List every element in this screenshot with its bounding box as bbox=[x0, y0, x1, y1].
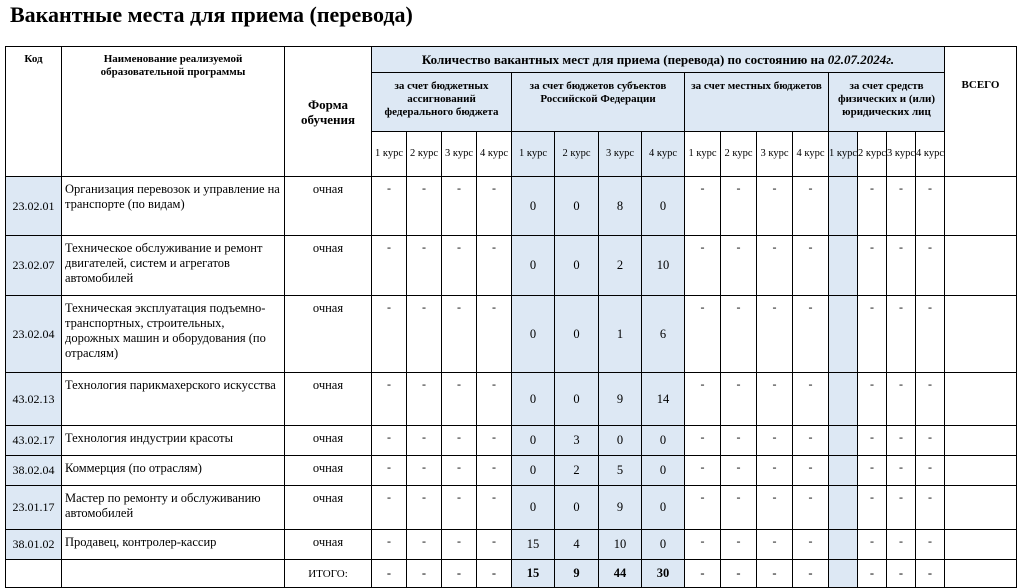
study-form: очная bbox=[285, 486, 372, 530]
vacancy-fed-course-1: - bbox=[372, 296, 407, 373]
vacancy-loc-course-4: - bbox=[793, 236, 829, 296]
total-loc-course-3: - bbox=[757, 560, 793, 588]
vacancy-pay-course-4: - bbox=[916, 373, 945, 426]
vacancy-pay-course-2: - bbox=[858, 373, 887, 426]
vacancy-pay-course-1 bbox=[829, 530, 858, 560]
vacancy-reg-course-2: 2 bbox=[555, 456, 599, 486]
program-code: 43.02.17 bbox=[6, 426, 62, 456]
program-code: 43.02.13 bbox=[6, 373, 62, 426]
vacancy-loc-course-1: - bbox=[685, 373, 721, 426]
row-total bbox=[945, 373, 1017, 426]
vacancy-reg-course-1: 0 bbox=[512, 426, 555, 456]
header-group-paid: за счет средств физических и (или) юридических лиц bbox=[829, 73, 945, 132]
vacancy-fed-course-4: - bbox=[477, 456, 512, 486]
vacancy-loc-course-2: - bbox=[721, 426, 757, 456]
vacancy-reg-course-2: 0 bbox=[555, 486, 599, 530]
vacancy-loc-course-3: - bbox=[757, 296, 793, 373]
study-form: очная bbox=[285, 456, 372, 486]
total-fed-course-2: - bbox=[407, 560, 442, 588]
vacancy-loc-course-3: - bbox=[757, 486, 793, 530]
vacancy-fed-course-2: - bbox=[407, 486, 442, 530]
vacancy-loc-course-1: - bbox=[685, 177, 721, 236]
total-loc-course-4: - bbox=[793, 560, 829, 588]
vacancy-pay-course-4: - bbox=[916, 236, 945, 296]
program-name: Организация перевозок и управление на транспорте (по видам) bbox=[62, 177, 285, 236]
vacancy-reg-course-3: 9 bbox=[599, 486, 642, 530]
vacancy-loc-course-2: - bbox=[721, 486, 757, 530]
total-fed-course-1: - bbox=[372, 560, 407, 588]
vacancy-pay-course-4: - bbox=[916, 426, 945, 456]
total-fed-course-4: - bbox=[477, 560, 512, 588]
vacancy-pay-course-3: - bbox=[887, 177, 916, 236]
table-row bbox=[6, 236, 1017, 296]
vacancy-loc-course-1: - bbox=[685, 486, 721, 530]
total-pay-course-2: - bbox=[858, 560, 887, 588]
program-name: Коммерция (по отраслям) bbox=[62, 456, 285, 486]
table-row bbox=[6, 486, 1017, 530]
table-row bbox=[6, 296, 1017, 373]
vacancy-reg-course-3: 5 bbox=[599, 456, 642, 486]
vacancy-reg-course-1: 0 bbox=[512, 373, 555, 426]
course-header-regional-3: 3 курс bbox=[599, 132, 642, 177]
row-total bbox=[945, 426, 1017, 456]
course-header-paid-4: 4 курс bbox=[916, 132, 945, 177]
grand-total bbox=[945, 560, 1017, 588]
study-form: очная bbox=[285, 373, 372, 426]
page-title: Вакантные места для приема (перевода) bbox=[10, 2, 413, 27]
header-main bbox=[372, 47, 945, 73]
vacancy-reg-course-1: 0 bbox=[512, 486, 555, 530]
vacancy-fed-course-3: - bbox=[442, 426, 477, 456]
vacancy-reg-course-3: 2 bbox=[599, 236, 642, 296]
vacancy-pay-course-3: - bbox=[887, 456, 916, 486]
vacancy-fed-course-2: - bbox=[407, 296, 442, 373]
vacancy-fed-course-1: - bbox=[372, 486, 407, 530]
header-form: Форма обучения bbox=[285, 47, 372, 177]
vacancy-fed-course-2: - bbox=[407, 373, 442, 426]
header-group-regional: за счет бюджетов субъектов Российской Федерации bbox=[512, 73, 685, 132]
vacancy-loc-course-4: - bbox=[793, 296, 829, 373]
vacancy-fed-course-3: - bbox=[442, 486, 477, 530]
vacancy-reg-course-4: 14 bbox=[642, 373, 685, 426]
totals-code-empty bbox=[6, 560, 62, 588]
header-total: ВСЕГО bbox=[945, 47, 1017, 177]
vacancy-pay-course-4: - bbox=[916, 296, 945, 373]
header-program: Наименование реализуемой образовательной программы bbox=[62, 47, 285, 177]
vacancy-fed-course-4: - bbox=[477, 426, 512, 456]
vacancy-pay-course-3: - bbox=[887, 373, 916, 426]
vacancy-reg-course-3: 0 bbox=[599, 426, 642, 456]
vacancy-fed-course-4: - bbox=[477, 530, 512, 560]
vacancy-fed-course-1: - bbox=[372, 373, 407, 426]
vacancy-reg-course-3: 10 bbox=[599, 530, 642, 560]
table-row bbox=[6, 456, 1017, 486]
total-reg-course-2: 9 bbox=[555, 560, 599, 588]
vacancy-fed-course-3: - bbox=[442, 236, 477, 296]
vacancy-reg-course-1: 0 bbox=[512, 296, 555, 373]
vacancy-reg-course-2: 0 bbox=[555, 296, 599, 373]
vacancy-fed-course-2: - bbox=[407, 236, 442, 296]
vacancy-pay-course-1 bbox=[829, 486, 858, 530]
vacancy-loc-course-2: - bbox=[721, 236, 757, 296]
vacancy-loc-course-2: - bbox=[721, 530, 757, 560]
header-group-local: за счет местных бюджетов bbox=[685, 73, 829, 132]
total-loc-course-2: - bbox=[721, 560, 757, 588]
study-form: очная bbox=[285, 177, 372, 236]
vacancy-fed-course-1: - bbox=[372, 236, 407, 296]
vacancy-reg-course-4: 0 bbox=[642, 426, 685, 456]
program-code: 23.02.04 bbox=[6, 296, 62, 373]
vacancy-loc-course-4: - bbox=[793, 373, 829, 426]
vacancy-loc-course-1: - bbox=[685, 296, 721, 373]
program-code: 23.02.01 bbox=[6, 177, 62, 236]
course-header-federal-1: 1 курс bbox=[372, 132, 407, 177]
row-total bbox=[945, 236, 1017, 296]
vacancy-fed-course-4: - bbox=[477, 177, 512, 236]
vacancy-pay-course-4: - bbox=[916, 177, 945, 236]
vacancy-reg-course-3: 1 bbox=[599, 296, 642, 373]
vacancy-reg-course-2: 4 bbox=[555, 530, 599, 560]
vacancy-pay-course-4: - bbox=[916, 530, 945, 560]
total-pay-course-4: - bbox=[916, 560, 945, 588]
vacancy-fed-course-4: - bbox=[477, 373, 512, 426]
vacancy-reg-course-4: 6 bbox=[642, 296, 685, 373]
total-fed-course-3: - bbox=[442, 560, 477, 588]
vacancy-reg-course-4: 10 bbox=[642, 236, 685, 296]
header-code: Код bbox=[6, 47, 62, 177]
vacancy-loc-course-4: - bbox=[793, 177, 829, 236]
vacancy-pay-course-1 bbox=[829, 373, 858, 426]
vacancy-pay-course-3: - bbox=[887, 296, 916, 373]
vacancy-pay-course-2: - bbox=[858, 177, 887, 236]
program-name: Технология индустрии красоты bbox=[62, 426, 285, 456]
vacancy-loc-course-2: - bbox=[721, 177, 757, 236]
vacancy-loc-course-3: - bbox=[757, 177, 793, 236]
vacancy-fed-course-3: - bbox=[442, 530, 477, 560]
vacancy-loc-course-2: - bbox=[721, 373, 757, 426]
vacancy-pay-course-3: - bbox=[887, 530, 916, 560]
vacancy-reg-course-3: 8 bbox=[599, 177, 642, 236]
vacancy-reg-course-2: 0 bbox=[555, 177, 599, 236]
vacancy-reg-course-4: 0 bbox=[642, 177, 685, 236]
program-code: 23.02.07 bbox=[6, 236, 62, 296]
vacancy-fed-course-2: - bbox=[407, 426, 442, 456]
vacancy-loc-course-3: - bbox=[757, 236, 793, 296]
course-header-paid-3: 3 курс bbox=[887, 132, 916, 177]
header-main-prefix: Количество вакантных мест для приема (перевода) по состоянию на bbox=[421, 51, 828, 67]
vacancy-loc-course-1: - bbox=[685, 530, 721, 560]
vacancy-reg-course-2: 3 bbox=[555, 426, 599, 456]
vacancy-reg-course-3: 9 bbox=[599, 373, 642, 426]
course-header-regional-2: 2 курс bbox=[555, 132, 599, 177]
course-header-federal-3: 3 курс bbox=[442, 132, 477, 177]
vacancy-reg-course-4: 0 bbox=[642, 456, 685, 486]
total-pay-course-3: - bbox=[887, 560, 916, 588]
vacancy-loc-course-1: - bbox=[685, 236, 721, 296]
program-code: 38.02.04 bbox=[6, 456, 62, 486]
vacancy-fed-course-4: - bbox=[477, 236, 512, 296]
program-name: Продавец, контролер-кассир bbox=[62, 530, 285, 560]
vacancy-fed-course-3: - bbox=[442, 456, 477, 486]
vacancy-pay-course-3: - bbox=[887, 426, 916, 456]
total-reg-course-1: 15 bbox=[512, 560, 555, 588]
totals-name-empty bbox=[62, 560, 285, 588]
vacancy-loc-course-4: - bbox=[793, 486, 829, 530]
vacancy-pay-course-2: - bbox=[858, 456, 887, 486]
vacancy-pay-course-2: - bbox=[858, 296, 887, 373]
vacancy-pay-course-1 bbox=[829, 236, 858, 296]
vacancy-fed-course-1: - bbox=[372, 177, 407, 236]
vacancy-pay-course-3: - bbox=[887, 236, 916, 296]
vacancy-loc-course-2: - bbox=[721, 296, 757, 373]
header-group-federal: за счет бюджетных ассигнований федерального бюджета bbox=[372, 73, 512, 132]
course-header-local-3: 3 курс bbox=[757, 132, 793, 177]
study-form: очная bbox=[285, 426, 372, 456]
course-header-paid-1: 1 курс bbox=[829, 132, 858, 177]
vacancy-fed-course-3: - bbox=[442, 296, 477, 373]
vacancy-reg-course-4: 0 bbox=[642, 486, 685, 530]
vacancy-pay-course-4: - bbox=[916, 456, 945, 486]
course-header-federal-4: 4 курс bbox=[477, 132, 512, 177]
vacancy-fed-course-1: - bbox=[372, 530, 407, 560]
total-pay-course-1 bbox=[829, 560, 858, 588]
vacancy-loc-course-2: - bbox=[721, 456, 757, 486]
vacancy-pay-course-2: - bbox=[858, 486, 887, 530]
vacancy-reg-course-2: 0 bbox=[555, 373, 599, 426]
course-header-regional-1: 1 курс bbox=[512, 132, 555, 177]
totals-row bbox=[6, 560, 1017, 588]
vacancy-loc-course-1: - bbox=[685, 426, 721, 456]
vacancy-fed-course-2: - bbox=[407, 177, 442, 236]
row-total bbox=[945, 530, 1017, 560]
vacancy-pay-course-2: - bbox=[858, 530, 887, 560]
vacancy-pay-course-1 bbox=[829, 296, 858, 373]
vacancy-fed-course-4: - bbox=[477, 296, 512, 373]
vacancy-reg-course-1: 15 bbox=[512, 530, 555, 560]
vacancy-reg-course-1: 0 bbox=[512, 236, 555, 296]
vacancy-loc-course-3: - bbox=[757, 456, 793, 486]
vacancy-pay-course-1 bbox=[829, 456, 858, 486]
vacancy-fed-course-1: - bbox=[372, 456, 407, 486]
vacancy-reg-course-4: 0 bbox=[642, 530, 685, 560]
total-reg-course-3: 44 bbox=[599, 560, 642, 588]
vacancy-fed-course-4: - bbox=[477, 486, 512, 530]
table-row bbox=[6, 530, 1017, 560]
program-code: 38.01.02 bbox=[6, 530, 62, 560]
vacancy-fed-course-1: - bbox=[372, 426, 407, 456]
vacancy-loc-course-4: - bbox=[793, 426, 829, 456]
course-header-paid-2: 2 курс bbox=[858, 132, 887, 177]
study-form: очная bbox=[285, 236, 372, 296]
vacancy-fed-course-3: - bbox=[442, 373, 477, 426]
vacancy-loc-course-3: - bbox=[757, 426, 793, 456]
course-header-regional-4: 4 курс bbox=[642, 132, 685, 177]
table-row bbox=[6, 373, 1017, 426]
row-total bbox=[945, 296, 1017, 373]
course-header-local-4: 4 курс bbox=[793, 132, 829, 177]
vacancies-table bbox=[5, 46, 1017, 588]
row-total bbox=[945, 486, 1017, 530]
vacancy-reg-course-2: 0 bbox=[555, 236, 599, 296]
program-name: Техническая эксплуатация подъемно-транспортных, строительных, дорожных машин и оборудования (по отраслям) bbox=[62, 296, 285, 373]
total-loc-course-1: - bbox=[685, 560, 721, 588]
vacancy-loc-course-1: - bbox=[685, 456, 721, 486]
table-row bbox=[6, 426, 1017, 456]
vacancy-loc-course-4: - bbox=[793, 530, 829, 560]
vacancy-pay-course-4: - bbox=[916, 486, 945, 530]
vacancy-loc-course-4: - bbox=[793, 456, 829, 486]
course-header-federal-2: 2 курс bbox=[407, 132, 442, 177]
course-header-local-2: 2 курс bbox=[721, 132, 757, 177]
vacancy-fed-course-2: - bbox=[407, 530, 442, 560]
vacancy-loc-course-3: - bbox=[757, 530, 793, 560]
table-row bbox=[6, 177, 1017, 236]
vacancy-pay-course-1 bbox=[829, 177, 858, 236]
row-total bbox=[945, 177, 1017, 236]
vacancy-pay-course-1 bbox=[829, 426, 858, 456]
study-form: очная bbox=[285, 530, 372, 560]
header-main-date: 02.07.2024г. bbox=[827, 51, 895, 67]
vacancy-pay-course-3: - bbox=[887, 486, 916, 530]
vacancy-pay-course-2: - bbox=[858, 426, 887, 456]
course-header-local-1: 1 курс bbox=[685, 132, 721, 177]
vacancy-loc-course-3: - bbox=[757, 373, 793, 426]
program-name: Технология парикмахерского искусства bbox=[62, 373, 285, 426]
totals-label: ИТОГО: bbox=[285, 560, 372, 588]
program-code: 23.01.17 bbox=[6, 486, 62, 530]
total-reg-course-4: 30 bbox=[642, 560, 685, 588]
program-name: Мастер по ремонту и обслуживанию автомобилей bbox=[62, 486, 285, 530]
study-form: очная bbox=[285, 296, 372, 373]
vacancy-pay-course-2: - bbox=[858, 236, 887, 296]
row-total bbox=[945, 456, 1017, 486]
vacancy-fed-course-2: - bbox=[407, 456, 442, 486]
vacancy-reg-course-1: 0 bbox=[512, 456, 555, 486]
program-name: Техническое обслуживание и ремонт двигателей, систем и агрегатов автомобилей bbox=[62, 236, 285, 296]
vacancy-fed-course-3: - bbox=[442, 177, 477, 236]
vacancy-reg-course-1: 0 bbox=[512, 177, 555, 236]
